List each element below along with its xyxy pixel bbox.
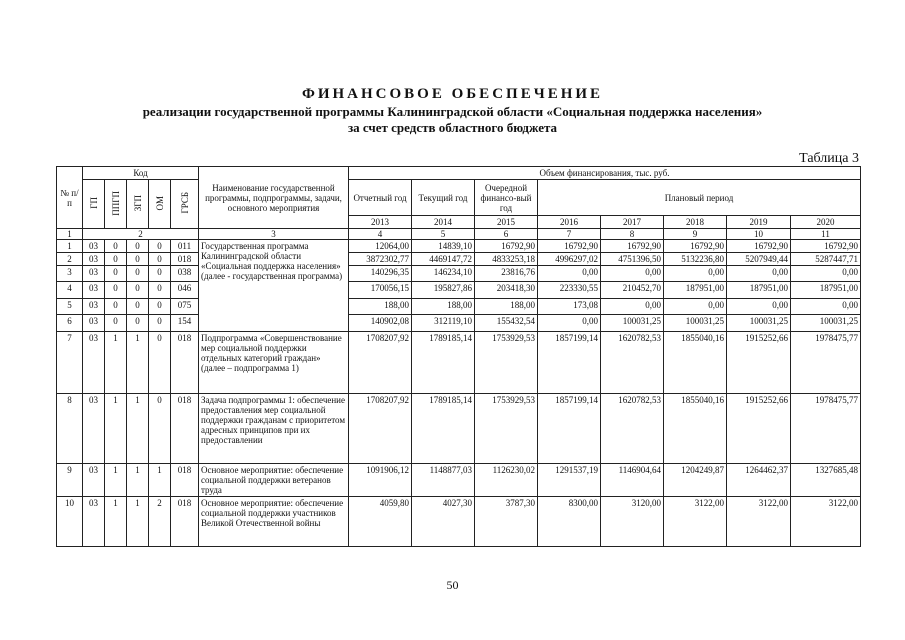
table-row xyxy=(57,394,861,464)
row-number: 7 xyxy=(57,332,83,394)
value-cell: 210452,70 xyxy=(601,282,664,299)
value-cell: 195827,86 xyxy=(412,282,475,299)
value-cell: 0,00 xyxy=(538,315,601,332)
value-cell: 1291537,19 xyxy=(538,464,601,497)
value-cell: 0,00 xyxy=(601,266,664,282)
value-cell: 1857199,14 xyxy=(538,394,601,464)
value-cell: 1915252,66 xyxy=(727,332,791,394)
code-cell: 0 xyxy=(149,240,171,253)
code-cell: 03 xyxy=(83,266,105,282)
value-cell: 1753929,53 xyxy=(475,332,538,394)
value-cell: 1708207,92 xyxy=(349,332,412,394)
value-cell: 140296,35 xyxy=(349,266,412,282)
row-number: 9 xyxy=(57,464,83,497)
header-code-ppgp: ППГП xyxy=(105,180,127,229)
code-cell: 0 xyxy=(105,266,127,282)
code-cell: 1 xyxy=(105,332,127,394)
col-number: 7 xyxy=(538,229,601,240)
code-cell: 018 xyxy=(171,464,199,497)
value-cell: 146234,10 xyxy=(412,266,475,282)
header-year: 2017 xyxy=(601,216,664,229)
column-number-row xyxy=(57,229,861,240)
value-cell: 312119,10 xyxy=(412,315,475,332)
code-cell: 1 xyxy=(105,497,127,547)
header-year: 2018 xyxy=(664,216,727,229)
col-number: 11 xyxy=(791,229,861,240)
code-cell: 018 xyxy=(171,332,199,394)
code-cell: 0 xyxy=(105,253,127,266)
value-cell: 1915252,66 xyxy=(727,394,791,464)
code-cell: 03 xyxy=(83,240,105,253)
value-cell: 4751396,50 xyxy=(601,253,664,266)
header-next-year: Очередной финансо-вый год xyxy=(475,180,538,216)
value-cell: 0,00 xyxy=(601,299,664,315)
code-cell: 0 xyxy=(149,332,171,394)
value-cell: 3122,00 xyxy=(664,497,727,547)
code-cell: 0 xyxy=(149,394,171,464)
code-cell: 0 xyxy=(105,282,127,299)
value-cell: 3122,00 xyxy=(727,497,791,547)
header-code-om: ОМ xyxy=(149,180,171,229)
row-number: 4 xyxy=(57,282,83,299)
row-number: 3 xyxy=(57,266,83,282)
value-cell: 187951,00 xyxy=(727,282,791,299)
value-cell: 5132236,80 xyxy=(664,253,727,266)
code-cell: 1 xyxy=(127,497,149,547)
value-cell: 1091906,12 xyxy=(349,464,412,497)
value-cell: 170056,15 xyxy=(349,282,412,299)
value-cell: 1855040,16 xyxy=(664,394,727,464)
code-cell: 0 xyxy=(149,282,171,299)
header-current-year: Текущий год xyxy=(412,180,475,216)
financing-table xyxy=(56,166,861,547)
value-cell: 0,00 xyxy=(791,266,861,282)
value-cell: 23816,76 xyxy=(475,266,538,282)
code-cell: 0 xyxy=(149,266,171,282)
code-cell: 011 xyxy=(171,240,199,253)
title-line-3: за счет средств областного бюджета xyxy=(347,120,558,135)
value-cell: 0,00 xyxy=(664,266,727,282)
code-cell: 1 xyxy=(127,394,149,464)
title-block xyxy=(0,84,905,136)
code-cell: 1 xyxy=(105,394,127,464)
value-cell: 3120,00 xyxy=(601,497,664,547)
value-cell: 155432,54 xyxy=(475,315,538,332)
header-code-zgp: ЗГП xyxy=(127,180,149,229)
code-cell: 075 xyxy=(171,299,199,315)
col-number: 10 xyxy=(727,229,791,240)
value-cell: 203418,30 xyxy=(475,282,538,299)
value-cell: 16792,90 xyxy=(601,240,664,253)
table-row xyxy=(57,464,861,497)
table-row xyxy=(57,253,861,266)
value-cell: 0,00 xyxy=(664,299,727,315)
value-cell: 16792,90 xyxy=(538,240,601,253)
header-volume: Объем финансирования, тыс. руб. xyxy=(349,167,861,180)
value-cell: 100031,25 xyxy=(791,315,861,332)
table-row xyxy=(57,332,861,394)
value-cell: 0,00 xyxy=(727,266,791,282)
code-cell: 0 xyxy=(127,299,149,315)
value-cell: 100031,25 xyxy=(601,315,664,332)
value-cell: 16792,90 xyxy=(727,240,791,253)
value-cell: 1708207,92 xyxy=(349,394,412,464)
header-code-grsb: ГРСБ xyxy=(171,180,199,229)
header-year: 2014 xyxy=(412,216,475,229)
code-cell: 0 xyxy=(127,266,149,282)
program-name: Государственная программа Калининградской области «Социальная поддержка населения» (далее - государственная программа) xyxy=(199,240,349,332)
col-number: 1 xyxy=(57,229,83,240)
program-name: Основное мероприятие: обеспечение социальной поддержки ветеранов труда xyxy=(199,464,349,497)
value-cell: 4059,80 xyxy=(349,497,412,547)
code-cell: 046 xyxy=(171,282,199,299)
value-cell: 187951,00 xyxy=(664,282,727,299)
code-cell: 018 xyxy=(171,253,199,266)
row-number: 1 xyxy=(57,240,83,253)
value-cell: 8300,00 xyxy=(538,497,601,547)
code-cell: 0 xyxy=(105,315,127,332)
table-row xyxy=(57,282,861,299)
header-year: 2013 xyxy=(349,216,412,229)
value-cell: 0,00 xyxy=(791,299,861,315)
col-number: 5 xyxy=(412,229,475,240)
code-cell: 0 xyxy=(127,253,149,266)
code-cell: 0 xyxy=(127,282,149,299)
header-year: 2019 xyxy=(727,216,791,229)
value-cell: 16792,90 xyxy=(664,240,727,253)
value-cell: 1620782,53 xyxy=(601,394,664,464)
value-cell: 1620782,53 xyxy=(601,332,664,394)
header-kod: Код xyxy=(83,167,199,180)
code-cell: 154 xyxy=(171,315,199,332)
value-cell: 100031,25 xyxy=(727,315,791,332)
code-cell: 0 xyxy=(127,315,149,332)
value-cell: 1264462,37 xyxy=(727,464,791,497)
value-cell: 5287447,71 xyxy=(791,253,861,266)
code-cell: 03 xyxy=(83,497,105,547)
header-name: Наименование государственной программы, подпрограммы, задачи, основного мероприятия xyxy=(199,167,349,229)
value-cell: 0,00 xyxy=(727,299,791,315)
value-cell: 1126230,02 xyxy=(475,464,538,497)
header-year: 2020 xyxy=(791,216,861,229)
value-cell: 1855040,16 xyxy=(664,332,727,394)
value-cell: 16792,90 xyxy=(791,240,861,253)
value-cell: 16792,90 xyxy=(475,240,538,253)
header-code-gp: ГП xyxy=(83,180,105,229)
value-cell: 1857199,14 xyxy=(538,332,601,394)
value-cell: 4996297,02 xyxy=(538,253,601,266)
col-number: 8 xyxy=(601,229,664,240)
code-cell: 0 xyxy=(149,299,171,315)
col-number: 2 xyxy=(83,229,199,240)
value-cell: 5207949,44 xyxy=(727,253,791,266)
code-cell: 0 xyxy=(105,240,127,253)
value-cell: 0,00 xyxy=(538,266,601,282)
code-cell: 03 xyxy=(83,464,105,497)
page-number: 50 xyxy=(446,578,459,592)
row-number: 10 xyxy=(57,497,83,547)
code-cell: 1 xyxy=(149,464,171,497)
code-cell: 03 xyxy=(83,332,105,394)
col-number: 4 xyxy=(349,229,412,240)
table-row xyxy=(57,266,861,282)
value-cell: 12064,00 xyxy=(349,240,412,253)
code-cell: 03 xyxy=(83,315,105,332)
value-cell: 3872302,77 xyxy=(349,253,412,266)
header-year: 2015 xyxy=(475,216,538,229)
value-cell: 1789185,14 xyxy=(412,394,475,464)
table-row xyxy=(57,240,861,253)
header-year: 2016 xyxy=(538,216,601,229)
value-cell: 3787,30 xyxy=(475,497,538,547)
value-cell: 1789185,14 xyxy=(412,332,475,394)
code-cell: 0 xyxy=(105,299,127,315)
value-cell: 1978475,77 xyxy=(791,332,861,394)
code-cell: 1 xyxy=(127,464,149,497)
row-number: 5 xyxy=(57,299,83,315)
row-number: 8 xyxy=(57,394,83,464)
value-cell: 188,00 xyxy=(475,299,538,315)
value-cell: 1146904,64 xyxy=(601,464,664,497)
code-cell: 2 xyxy=(149,497,171,547)
value-cell: 140902,08 xyxy=(349,315,412,332)
value-cell: 223330,55 xyxy=(538,282,601,299)
col-number: 3 xyxy=(199,229,349,240)
program-name: Подпрограмма «Совершенствование мер социальной поддержки отдельных категорий граждан» (далее – подпрограмма 1) xyxy=(199,332,349,394)
code-cell: 03 xyxy=(83,253,105,266)
header-reporting-year: Отчетный год xyxy=(349,180,412,216)
code-cell: 018 xyxy=(171,394,199,464)
header-planned-period: Плановый период xyxy=(538,180,861,216)
value-cell: 4469147,72 xyxy=(412,253,475,266)
table-row xyxy=(57,315,861,332)
code-cell: 1 xyxy=(105,464,127,497)
code-cell: 018 xyxy=(171,497,199,547)
value-cell: 4833253,18 xyxy=(475,253,538,266)
value-cell: 4027,30 xyxy=(412,497,475,547)
row-number: 6 xyxy=(57,315,83,332)
table-row xyxy=(57,497,861,547)
code-cell: 03 xyxy=(83,299,105,315)
code-cell: 03 xyxy=(83,282,105,299)
code-cell: 038 xyxy=(171,266,199,282)
program-name: Основное мероприятие: обеспечение социальной поддержки участников Великой Отечественной войны xyxy=(199,497,349,547)
value-cell: 1327685,48 xyxy=(791,464,861,497)
value-cell: 3122,00 xyxy=(791,497,861,547)
value-cell: 187951,00 xyxy=(791,282,861,299)
value-cell: 1978475,77 xyxy=(791,394,861,464)
value-cell: 1148877,03 xyxy=(412,464,475,497)
code-cell: 0 xyxy=(149,315,171,332)
header-no: № п/п xyxy=(57,167,83,229)
value-cell: 14839,10 xyxy=(412,240,475,253)
code-cell: 0 xyxy=(149,253,171,266)
value-cell: 188,00 xyxy=(349,299,412,315)
value-cell: 1204249,87 xyxy=(664,464,727,497)
col-number: 6 xyxy=(475,229,538,240)
code-cell: 03 xyxy=(83,394,105,464)
value-cell: 100031,25 xyxy=(664,315,727,332)
title-line-2: реализации государственной программы Калининградской области «Социальная поддержка населения» xyxy=(142,104,763,119)
title-line-1: ФИНАНСОВОЕ ОБЕСПЕЧЕНИЕ xyxy=(301,86,604,102)
code-cell: 0 xyxy=(127,240,149,253)
code-cell: 1 xyxy=(127,332,149,394)
col-number: 9 xyxy=(664,229,727,240)
row-number: 2 xyxy=(57,253,83,266)
value-cell: 1753929,53 xyxy=(475,394,538,464)
value-cell: 188,00 xyxy=(412,299,475,315)
table-label: Таблица 3 xyxy=(799,151,859,166)
table-row xyxy=(57,299,861,315)
program-name: Задача подпрограммы 1: обеспечение предоставления мер социальной поддержки гражданам с приоритетом адресных принципов при их предоставлении xyxy=(199,394,349,464)
value-cell: 173,08 xyxy=(538,299,601,315)
